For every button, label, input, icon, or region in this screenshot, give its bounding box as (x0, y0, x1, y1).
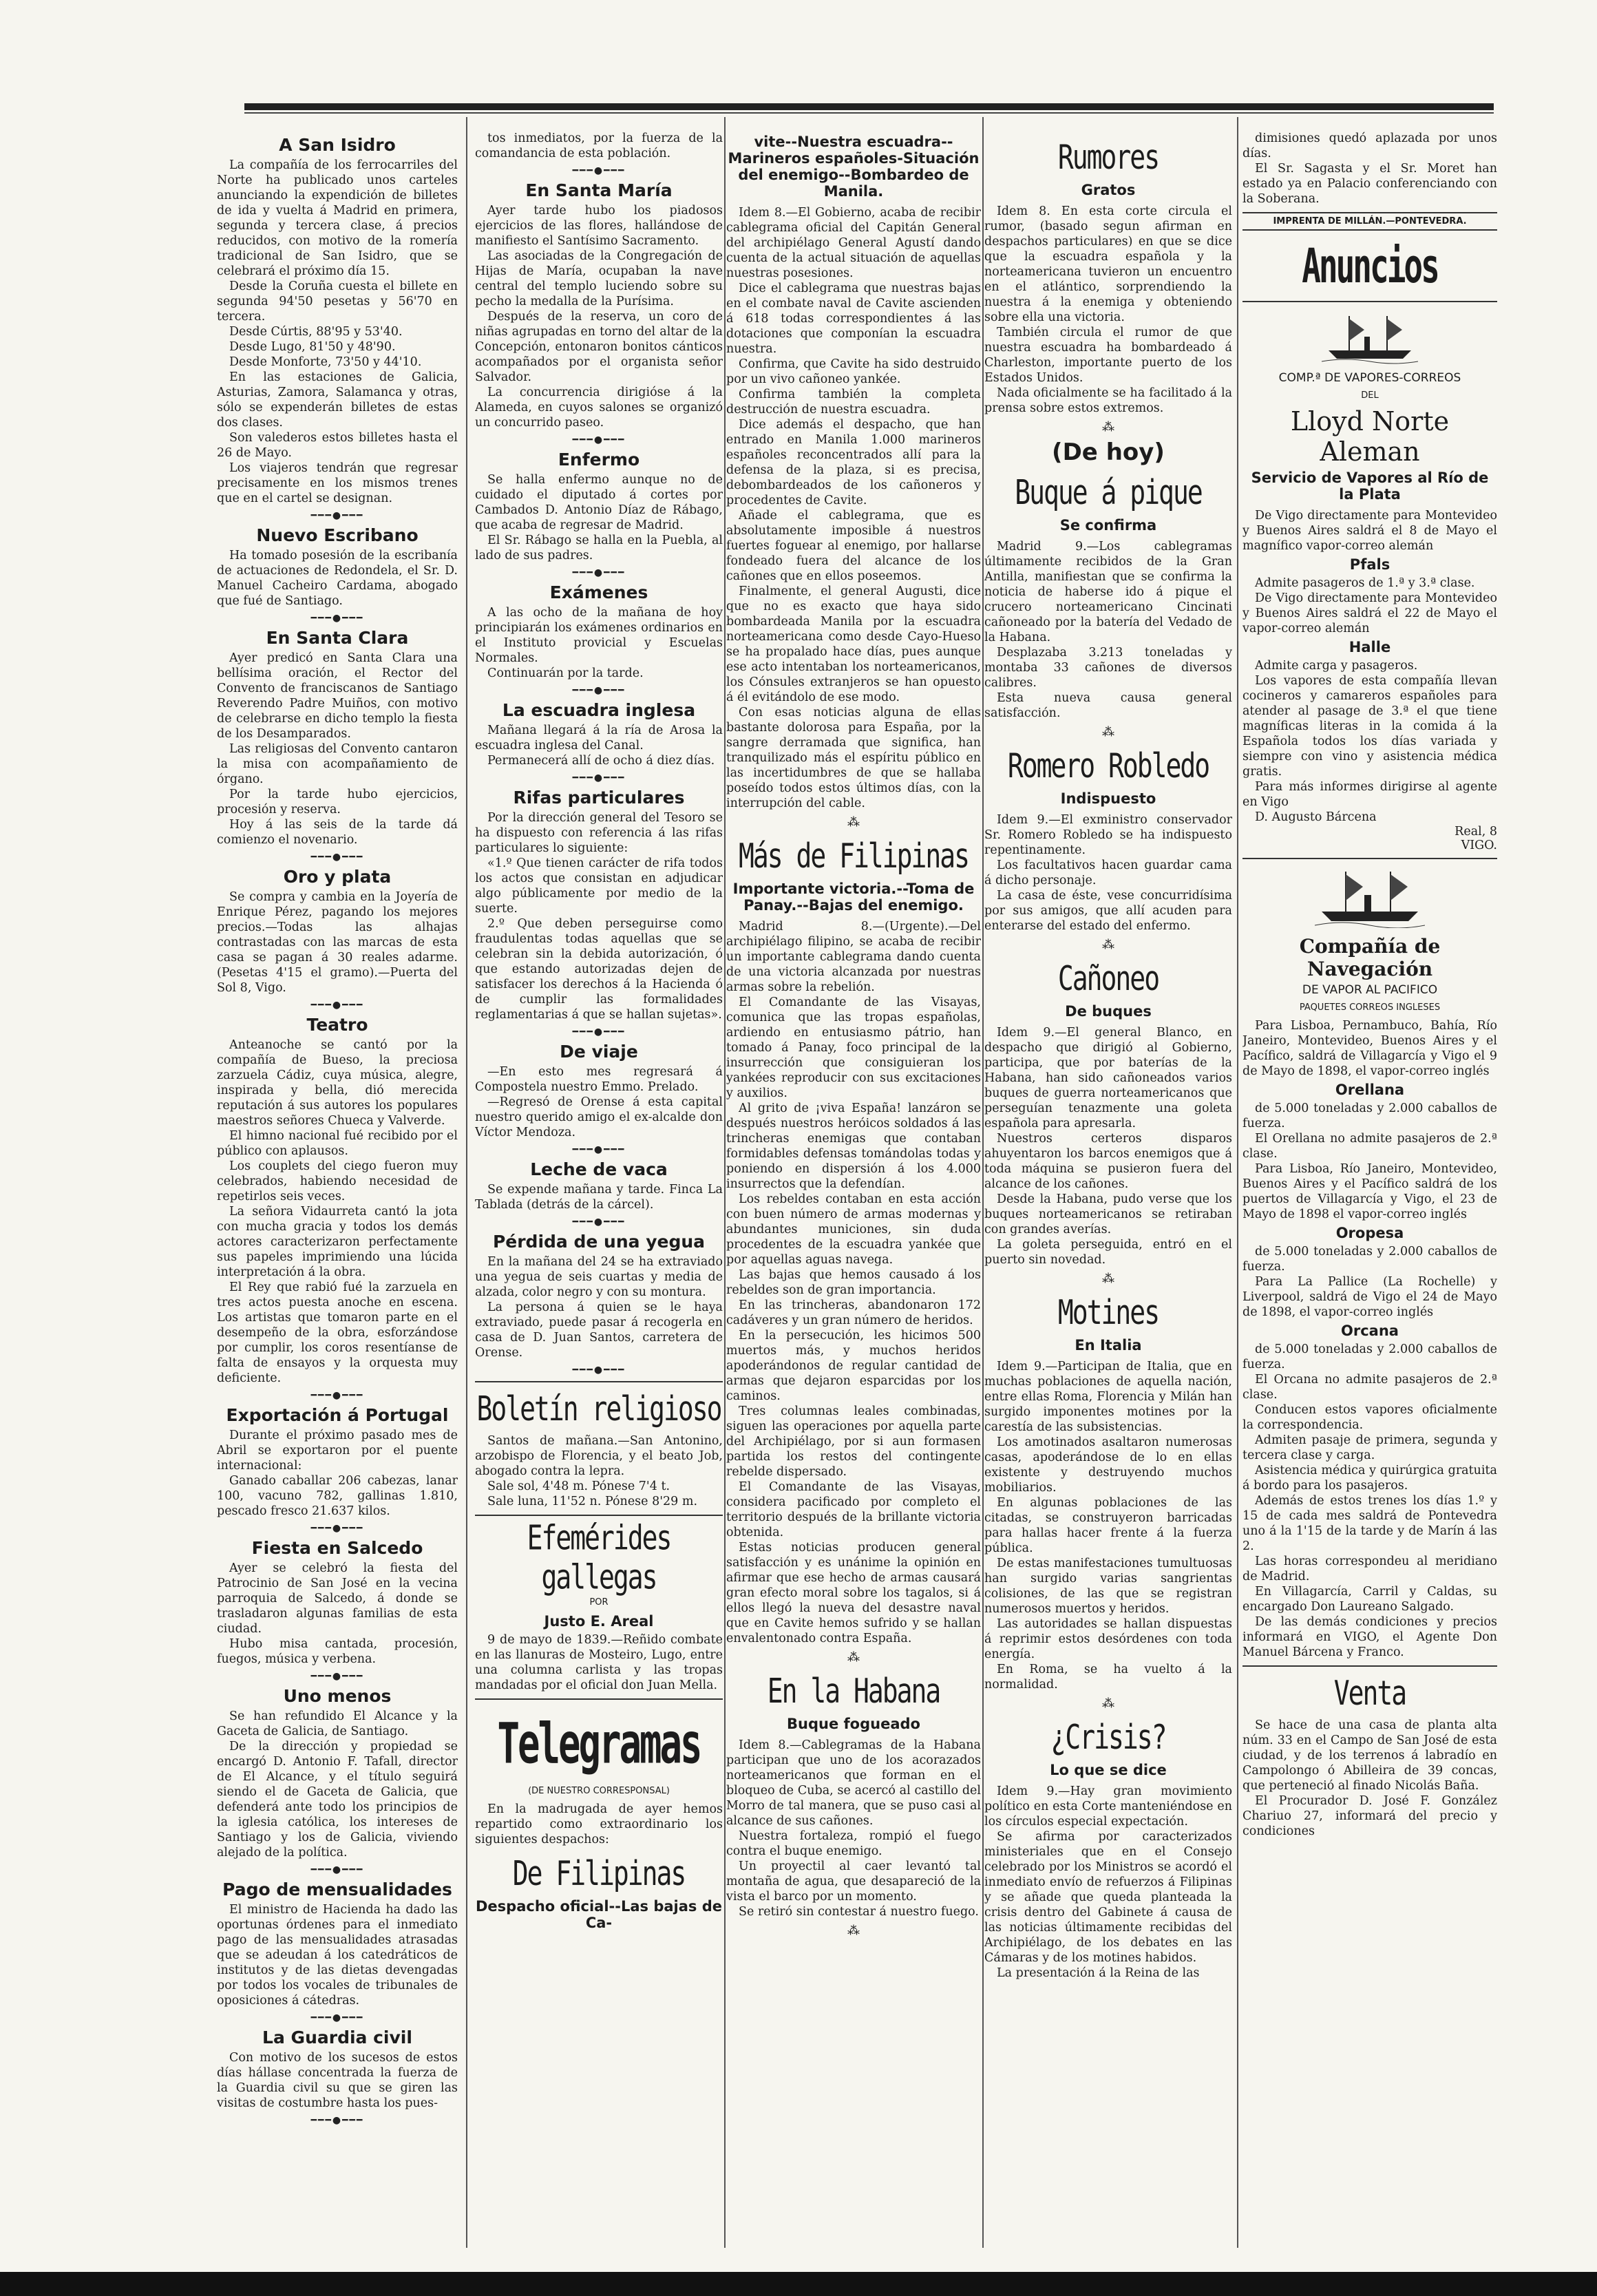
paragraph: Para más informes dirigirse al agente en Vigo (1242, 780, 1497, 809)
paragraph: El Rey que rabió fué la zarzuela en tres actos puesta anoche en escena. Los artistas que tomaron parte en el desempeño de la obra, esforzándose por cumplir, los coros resentíanse de falta de ensayos y la orquesta muy deficiente. (217, 1281, 458, 1385)
paragraph: También circula el rumor de que nuestra escuadra ha bombardeado á Charleston, importante puerto de los Estados Unidos. (984, 326, 1232, 385)
paragraph: Dice el cablegrama que nuestras bajas en el combate naval de Cavite ascienden á 618 todas correspondientes á las dotaciones que componían la escuadra nuestra. (726, 282, 981, 356)
paragraph: Madrid 9.—Los cablegramas últimamente recibidos de la Gran Antilla, manifiestan que se confirma la noticia de haberse ido á pique el crucero norteamericano Cincinati cañoneado por la batería del Vedado de la Habana. (984, 540, 1232, 644)
paragraph: Las horas correspondeu al meridiano de Madrid. (1242, 1555, 1497, 1583)
paragraph: Finalmente, el general Augusti, dice que no es exacto que haya sido bombardeada Manila por la escuadra norteamericana como desde Cayo-Hueso se ha propalado hace días, pues aunque ese acto intentaban los norteamericanos, los Cónsules extranjeros se han opuesto á él evitándolo de ese modo. (726, 584, 981, 704)
ornament-divider: ━━━●━━━ (572, 685, 626, 696)
paragraph: —Regresó de Orense á esta capital nuestro querido amigo el ex-alcalde don Víctor Mendoza. (475, 1095, 723, 1139)
paragraph: Los vapores de esta compañía llevan cocineros y camareros españoles para atender al pasage de 3.ª el que tiene magníficas literas in la comida á la Española todos los días variada y siempre con vino y asistencia médica gratis. (1242, 674, 1497, 779)
ornament-divider: ━━━●━━━ (310, 2012, 364, 2023)
halle-ship: Halle (1349, 639, 1391, 655)
paragraph: Ha tomado posesión de la escribanía de actuaciones de Redondela, el Sr. D. Manuel Cacheiro Cardama, abogado que fué de Santiago. (217, 549, 458, 608)
paragraph: El himno nacional fué recibido por el público con aplausos. (217, 1129, 458, 1158)
paragraph: El Procurador D. José F. González Chariuo 27, informará del precio y condiciones (1242, 1794, 1497, 1838)
paragraph: Se retiró sin contestar á nuestro fuego. (739, 1905, 979, 1919)
paragraph: Idem 8. En esta corte circula el rumor, (basado segun afirman en despachos particulares) en que se dice que la escuadra española y la norteamericana tuvieron un encuentro en el atlántico, sorprendiendo la nuestra á la enemiga y obteniendo sobre ella una victoria. (984, 204, 1232, 324)
paragraph: Madrid 8.—(Urgente).—Del archipiélago filipino, se acaba de recibir un importante cablegrama dando cuenta de una victoria alcanzada por nuestras armas sobre la rebelión. (726, 920, 981, 994)
paragraph: de 5.000 toneladas y 2.000 caballos de fuerza. (1242, 1102, 1497, 1130)
article-body (217, 1428, 458, 1519)
article-body (217, 1561, 458, 1667)
pfals-ship: Pfals (1349, 556, 1390, 573)
paragraph: Las asociadas de la Congregación de Hijas de María, ocupaban la nave central del templo luciendo sobre su pecho la medalla de la Purísima. (475, 249, 723, 308)
column-advertisements (1242, 131, 1497, 2251)
top-border-rule (244, 103, 1494, 110)
section-stars: ⁂ (1102, 1272, 1114, 1286)
paragraph: La persona á quien se le haya extraviado, puede pasar á recogerla en casa de D. Juan Santos, carretera de Orense. (475, 1300, 723, 1360)
top-thin-rule (244, 112, 1494, 114)
paragraph: La señora Vidaurreta cantó la jota con mucha gracia y todos los demás actores caracterizaron perfectamente sus papeles imprimiendo una lúcida interpretación á la obra. (217, 1205, 458, 1279)
ornament-divider: ━━━●━━━ (572, 1026, 626, 1038)
rumores-subtitle: Gratos (1081, 182, 1136, 198)
paragraph: Desplazaba 3.213 toneladas y montaba 33 cañones de diversos calibres. (984, 646, 1232, 690)
crisis-subtitle: Lo que se dice (1050, 1762, 1167, 1778)
rumores-title: Rumores (1057, 137, 1159, 177)
column-telegrams-2 (984, 131, 1232, 2251)
section-heading: La Guardia civil (262, 2028, 412, 2047)
paragraph: Añade el cablegrama, que es absolutamente imposible á nuestros fuertes foguear al enemigo, por hallarse fondeado fuera del alcance de los cañones que en ellos poseemos. (726, 509, 981, 583)
ornament-divider: ━━━●━━━ (310, 1864, 364, 1875)
paragraph: La compañía de los ferrocarriles del Norte ha publicado unos carteles anunciando la expendición de billetes de ida y vuelta á Madrid en primera, segunda y tercera clase, á precios reducidos, con motivo de la romería tradicional de San Isidro, que se celebrará el próximo día 15. (217, 158, 458, 278)
section-heading: Pérdida de una yegua (492, 1232, 706, 1252)
article-body (475, 1254, 723, 1360)
article-body (475, 810, 723, 1022)
paragraph: Estas noticias producen general satisfacción y es unánime la opinión en afirmar que ese hecho de armas causará gran efecto moral sobre los tagalos, si á ellos llegó la nueva del desastre naval que en Cavite hemos sufrido y se hallan envalentonado contra España. (726, 1541, 981, 1645)
paragraph: Ganado caballar 206 cabezas, lanar 100, vacuno 782, gallinas 1.810, pescado fresco 21.637 kilos. (217, 1474, 458, 1518)
section-heading: Teatro (306, 1015, 368, 1035)
ornament-divider: ━━━●━━━ (572, 567, 626, 578)
paragraph: Para Lisboa, Pernambuco, Bahía, Río Janeiro, Montevideo, Buenos Aires y el Pacífico, saldrá de Villagarcía y Vigo el 9 de Mayo de 1898, el vapor-correo inglés (1242, 1019, 1497, 1078)
paragraph: El Sr. Rábago se halla en la Puebla, al lado de sus padres. (475, 534, 723, 562)
column-local-news-2 (475, 131, 723, 2251)
paragraph: El Comandante de las Visayas, comunica que las tropas españolas, ardiendo en entusiasmo pátrio, han tomado á Panay, foco principal de la insurrección que consiguieran los yankées reproducir con sus excitaciones y auxilios. (726, 996, 981, 1100)
paragraph: Con esas noticias alguna de ellas bastante dolorosa para España, por la sangre derramada que significa, han tranquilizado más el espíritu público en las incertidumbres de que se hallaba poseído todos estos últimos días, con la interrupción del cable. (726, 706, 981, 810)
article-body (217, 548, 458, 609)
paragraph: Dice además el despacho, que han entrado en Manila 1.000 marineros españoles reconcentrados allí para la defensa de la plaza, si es precisa, debombardeados de los cañoneros y procedentes de Cavite. (726, 418, 981, 507)
paragraph: Permanecerá allí de ocho á diez días. (487, 754, 715, 768)
paragraph: «1.º Que tienen carácter de rifa todos los actos que consistan en adjudicar algo públicamente por medio de la suerte. (475, 856, 723, 916)
column-rule (724, 117, 726, 2248)
paragraph: De la dirección y propiedad se encargó D. Antonio F. Tafall, director de El Alcance, y el título seguirá siendo el de Gaceta de Galicia, que defenderá ante todo los principios de la iglesia católica, los intereses de Santiago y los de Galicia, viviendo alejado de la política. (217, 1740, 458, 1860)
paragraph: Anteanoche se cantó por la compañía de Bueso, la preciosa zarzuela Cádiz, cuya música, alegre, inspirada y bella, dió merecida reputación á sus autores los populares maestros señores Chueca y Valverde. (217, 1038, 458, 1128)
oropesa-ship: Oropesa (1335, 1225, 1404, 1241)
paragraph: Asistencia médica y quirúrgica gratuita á bordo para los pasajeros. (1242, 1464, 1497, 1493)
paragraph: En Villagarcía, Carril y Caldas, su encargado Don Laureano Salgado. (1242, 1585, 1497, 1614)
paragraph: En la mañana del 24 se ha extraviado una yegua de seis cuartas y media de alzada, color negro y con su montura. (475, 1255, 723, 1299)
steamship-icon (1315, 866, 1425, 928)
column-local-news-1 (217, 131, 458, 2251)
paragraph: Admiten pasaje de primera, segunda y tercera clase y carga. (1242, 1433, 1497, 1462)
paragraph: Para La Pallice (La Rochelle) y Liverpool, saldrá de Vigo el 24 de Mayo de 1898, el vapor-correo inglés (1242, 1275, 1497, 1319)
agent-address: Real, 8 (1455, 825, 1497, 839)
section-stars: ⁂ (1102, 725, 1114, 739)
article-body (475, 472, 723, 563)
section-heading: La escuadra inglesa (502, 700, 696, 720)
paragraph: De las demás condiciones y precios informará en VIGO, el Agente Don Manuel Bárcena y Franco. (1242, 1615, 1497, 1659)
paragraph: Los facultativos hacen guardar cama á dicho personaje. (984, 859, 1232, 887)
paragraph: Además de estos trenes los días 1.º y 15 de cada mes saldrá de Pontevedra uno á la 1'15 de la tarde y de Marín á las 2. (1242, 1494, 1497, 1553)
mas-filipinas-title: Más de Filipinas (738, 836, 969, 876)
ornament-divider: ━━━●━━━ (572, 1217, 626, 1228)
ornament-divider: ━━━●━━━ (310, 1671, 364, 1682)
ornament-divider: ━━━●━━━ (572, 434, 626, 445)
buque-pique-subtitle: Se confirma (1059, 517, 1157, 534)
section-divider (1242, 301, 1497, 302)
habana-subtitle: Buque fogueado (787, 1716, 920, 1732)
paragraph: De estas manifestaciones tumultuosas han surgido varias sangrientas colisiones, de las que se registran numerosos muertos y heridos. (984, 1557, 1232, 1616)
paragraph: El Comandante de las Visayas, considera pacificado por completo el territorio después de la brillante victoria obtenida. (726, 1480, 981, 1539)
ornament-divider: ━━━●━━━ (310, 510, 364, 521)
section-heading: Oro y plata (283, 867, 392, 887)
ornament-divider: ━━━●━━━ (310, 1390, 364, 1401)
section-heading: Rifas particulares (513, 788, 685, 808)
paragraph: Las autoridades se hallan dispuestas á reprimir estos desórdenes con toda energía. (984, 1617, 1232, 1661)
paragraph: Con motivo de los sucesos de estos días hállase concentrada la fuerza de la Guardia civil su que se giren las visitas de costumbre hasta los pues- (217, 2051, 458, 2110)
paragraph: El ministro de Hacienda ha dado las oportunas órdenes para el inmediato pago de las mensualidades atrasadas que se adeudan á los catedráticos de institutos y de las dietas devengadas por todos los vocales de tribunales de oposiciones á cátedras. (217, 1903, 458, 2008)
article-body (475, 1064, 723, 1140)
anuncios-title: Anuncios (1302, 238, 1438, 294)
paragraph: Ayer predicó en Santa Clara una bellísima oración, el Rector del Convento de franciscanos de Santiago Reverendo Padre Muiños, con motivo de celebrarse en dicho templo la fiesta de los Desamparados. (217, 651, 458, 741)
paragraph: Se expende mañana y tarde. Finca La Tablada (detrás de la cárcel). (475, 1183, 723, 1212)
section-stars: ⁂ (847, 1924, 860, 1938)
paragraph: En las estaciones de Galicia, Asturias, Zamora, Salamanca y otras, sólo se expenderán billetes de estas dos clases. (217, 370, 458, 430)
paragraph: Continuarán por la tarde. (487, 666, 644, 680)
efemerides-title: Efemérides gallegas (527, 1517, 671, 1597)
article-body (217, 1902, 458, 2008)
paragraph: Al grito de ¡viva España! lanzáron se después nuestros heróicos soldados á las trincheras enemigas que contaban formidables defensas tomándolas todas y poniendo en dispersión á los 4.000 insurrectos que la defendían. (726, 1102, 981, 1191)
paragraph: Son valederos estos billetes hasta el 26 de Mayo. (217, 431, 458, 460)
paragraph: Durante el próximo pasado mes de Abril se exportaron por el puente internacional: (217, 1429, 458, 1473)
paragraph: A las ocho de la mañana de hoy principiarán los exámenes ordinarios en el Instituto provicial y Escuelas Normales. (475, 606, 723, 665)
section-divider (475, 1515, 723, 1516)
ornament-divider: ━━━●━━━ (572, 1365, 626, 1376)
paragraph: Confirma, que Cavite ha sido destruido por un vivo cañoneo yankée. (726, 357, 981, 386)
paragraph: En la persecución, les hicimos 500 muertos más, y muchos heridos apoderándonos de regular cantidad de armas que dejaron esparcidas por los caminos. (726, 1329, 981, 1403)
paragraph: Confirma también la completa destrucción de nuestra escuadra. (726, 388, 981, 417)
paragraph: Esta nueva causa general satisfacción. (984, 691, 1232, 720)
steamship-icon (1322, 309, 1418, 364)
paragraph: El Orellana no admite pasajeros de 2.ª clase. (1242, 1132, 1497, 1161)
paragraph: Santos de mañana.—San Antonino, arzobispo de Florencia, y el beato Job, abogado contra la lepra. (475, 1434, 723, 1478)
paragraph: Sale luna, 11'52 n. Pónese 8'29 m. (487, 1495, 698, 1508)
agent-city: VIGO. (1461, 839, 1497, 852)
paragraph: Mañana llegará á la ría de Arosa la escuadra inglesa del Canal. (475, 724, 723, 752)
paragraph: 2.º Que deben perseguirse como fraudulentas todas aquellas que se celebran sin la debida autorización, ó que estando autorizadas dejen de satisfacer los derechos á la Hacienda ó de cumplir las formalidades reglamentarias á que se hallan sujetas». (475, 917, 723, 1022)
paragraph: Para Lisboa, Río Janeiro, Montevideo, Buenos Aires y el Pacífico saldrá de los puertos de Villagarcía y Vigo, el 23 de Mayo de 1898 el vapor-correo inglés (1242, 1162, 1497, 1221)
paragraph: Desde la Habana, pudo verse que los buques norteamericanos se retiraban con grandes averías. (984, 1192, 1232, 1236)
ornament-divider: ━━━●━━━ (572, 772, 626, 783)
paragraph: Por la tarde hubo ejercicios, procesión y reserva. (217, 788, 458, 817)
paragraph: En Roma, se ha vuelto á la normalidad. (984, 1663, 1232, 1692)
ornament-divider: ━━━●━━━ (572, 165, 626, 176)
compania-line: COMP.ª DE VAPORES-CORREOS (1278, 371, 1461, 385)
column-rule (466, 117, 467, 2248)
paragraph: Idem 8.—Cablegramas de la Habana participan que uno de los acorazados norteamericanos que forman en el bloqueo de Cuba, se acercó al castillo del Morro de tal manera, que se puso casi al alcance de sus cañones. (726, 1738, 981, 1828)
paragraph: dimisiones quedó aplazada por unos días. (1242, 131, 1497, 160)
paragraph: Se afirma por caracterizados ministeriales que en el Consejo celebrado por los Ministros se acordó el inmediato envío de refuerzos á Filipinas y se añade que queda planteada la crisis dentro del Gabinete á causa de las noticias últimamente recibidas del Archipiélago, de los debates en las Cámaras y de los motines habidos. (984, 1830, 1232, 1965)
paragraph: Desde la Coruña cuesta el billete en segunda 94'50 pesetas y 56'70 en tercera. (217, 280, 458, 324)
section-stars: ⁂ (847, 1650, 860, 1665)
paragraph: Tres columnas leales combinadas, siguen las operaciones por aquella parte del Archipiélago, por si aun formasen partida los restos del contingente rebelde dispersado. (726, 1404, 981, 1479)
paragraph: Hoy á las seis de la tarde dá comienzo el novenario. (217, 818, 458, 847)
crisis-title: ¿Crisis? (1050, 1717, 1166, 1757)
paragraph: Los viajeros tendrán que regresar precisamente en los mismos trenes que en el cartel se designan. (217, 461, 458, 505)
paragraph: La goleta perseguida, entró en el puerto sin novedad. (984, 1238, 1232, 1267)
telegramas-title: Telegramas (497, 1711, 701, 1776)
section-heading: A San Isidro (279, 135, 396, 155)
paragraph: D. Augusto Bárcena (1255, 810, 1377, 824)
ornament-divider: ━━━●━━━ (310, 613, 364, 624)
article-body (217, 1038, 458, 1386)
paragraph: Se hace de una casa de planta alta núm. 33 en el Campo de San José de esta ciudad, y de los terrenos á labradío en Campolongo ó Abilleira de 39 concas, que perteneció al finado Nicolás Baña. (1242, 1718, 1497, 1793)
section-divider (475, 1381, 723, 1382)
section-heading: Exámenes (549, 582, 648, 602)
canoneo-title: Cañoneo (1057, 958, 1159, 998)
paragraph: Por la dirección general del Tesoro se ha dispuesto con referencia á las rifas particulares lo siguiente: (475, 811, 723, 855)
paragraph: Ayer tarde hubo los piadosos ejercicios de las flores, hallándose de manifiesto el Santísimo Sacramento. (475, 204, 723, 248)
paragraph: Los rebeldes contaban en esta acción con buen número de armas modernas y abundantes municiones, sin duda procedentes de la escuadra yankée que por aquellas aguas navega. (726, 1192, 981, 1267)
paragraph: de 5.000 toneladas y 2.000 caballos de fuerza. (1242, 1245, 1497, 1274)
imprint-line: IMPRENTA DE MILLÁN.—PONTEVEDRA. (1242, 212, 1497, 231)
ornament-divider: ━━━●━━━ (310, 1000, 364, 1011)
paragraph: Se halla enfermo aunque no de cuidado el diputado á cortes por Cambados D. Antonio Díaz de Rábago, que acaba de regresar de Madrid. (475, 473, 723, 532)
despacho-heading: Despacho oficial--Las bajas de Ca- (476, 1898, 722, 1931)
column-rule (982, 117, 984, 2248)
section-heading: Leche de vaca (530, 1159, 668, 1179)
paragraph: La casa de éste, vese concurridísima por sus amigos, que allí acuden para enterarse del estado del enfermo. (984, 889, 1232, 933)
efemerides-author: Justo E. Areal (544, 1613, 654, 1630)
paragraph: Hubo misa cantada, procesión, fuegos, música y verbena. (217, 1637, 458, 1666)
paragraph: Sale sol, 4'48 m. Pónese 7'4 t. (487, 1479, 670, 1493)
paragraph: En las trincheras, abandonaron 172 cadáveres y un gran número de heridos. (726, 1298, 981, 1327)
venta-title: Venta (1333, 1673, 1406, 1713)
paragraph: Se han refundido El Alcance y la Gaceta de Galicia, de Santiago. (217, 1709, 458, 1738)
filipinas-heading: De Filipinas (512, 1853, 686, 1893)
ornament-divider: ━━━●━━━ (310, 1523, 364, 1534)
vapor-pacifico-line: DE VAPOR AL PACIFICO (1302, 983, 1438, 997)
romero-subtitle: Indispuesto (1060, 790, 1156, 807)
paragraph: Admite pasageros de 1.ª y 3.ª clase. (1255, 576, 1475, 590)
paragraph: Desde Monforte, 73'50 y 44'10. (229, 355, 422, 369)
ornament-divider: ━━━●━━━ (572, 1144, 626, 1155)
servicio-heading: Servicio de Vapores al Río de la Plata (1251, 470, 1489, 503)
section-heading: Enfermo (558, 450, 640, 470)
section-divider (1242, 858, 1497, 859)
habana-title: En la Habana (767, 1671, 940, 1711)
article-body (217, 651, 458, 847)
article-body (475, 605, 723, 681)
ornament-divider: ━━━●━━━ (310, 2115, 364, 2126)
paragraph: de 5.000 toneladas y 2.000 caballos de fuerza. (1242, 1342, 1497, 1371)
paragraph: Nuestra fortaleza, rompió el fuego contra el buque enemigo. (726, 1829, 981, 1858)
paragraph: Los couplets del ciego fueron muy celebrados, habiendo necesidad de repetirlos seis veces. (217, 1159, 458, 1203)
section-heading: Exportación á Portugal (226, 1405, 449, 1425)
bottom-border-bar (0, 2272, 1597, 2296)
paragraph: Idem 9.—Hay gran movimiento político en esta Corte manteniéndose en los círculos especial expectación. (984, 1784, 1232, 1829)
paragraph: Admite carga y pasageros. (1255, 659, 1418, 673)
paragraph: El Orcana no admite pasajeros de 2.ª clase. (1242, 1373, 1497, 1402)
paragraph: Idem 9.—El general Blanco, en despacho que dirigió al Gobierno, participa, que por baterías de la Habana, han sido cañoneados varios buques de guerra norteamericanos que perseguían tenazmente una goleta española para apresarla. (984, 1026, 1232, 1130)
paragraph: Desde Cúrtis, 88'95 y 53'40. (229, 325, 403, 339)
paragraph: Desde Lugo, 81'50 y 48'90. (229, 340, 396, 354)
section-stars: ⁂ (1102, 938, 1114, 952)
motines-subtitle: En Italia (1075, 1337, 1142, 1354)
paragraph: Las religiosas del Convento cantaron la misa con acompañamiento de órgano. (217, 742, 458, 786)
section-stars: ⁂ (847, 815, 860, 830)
article-body (217, 889, 458, 996)
section-heading: En Santa María (525, 180, 673, 200)
section-heading: De viaje (560, 1042, 638, 1062)
paragraph: Se compra y cambia en la Joyería de Enrique Pérez, pagando los mejores precios.—Todas las alhajas contrastadas con las marcas de esta casa se pagan á 30 reales adarme. (Pesetas 4'15 el gramo).—Puerta del Sol 8, Vigo. (217, 890, 458, 995)
section-stars: ⁂ (1102, 1696, 1114, 1711)
paragraph: Los amotinados asaltaron numerosas casas, apoderándose de lo en ellas existente y destruyendo muchos mobiliarios. (984, 1435, 1232, 1495)
article-body (475, 203, 723, 430)
paragraph: Idem 8.—El Gobierno, acaba de recibir cablegrama oficial del Capitán General del archipiélago General Agustí dando cuenta de la actual situación de aquellas nuestras posesiones. (726, 206, 981, 280)
paragraph: De Vigo directamente para Montevideo y Buenos Aires saldrá el 22 de Mayo el vapor-correo alemán (1242, 591, 1497, 635)
canoneo-subtitle: De buques (1065, 1003, 1152, 1020)
paragraph: En algunas poblaciones de las citadas, se construyeron barricadas para hallas hacer frente á la fuerza pública. (984, 1496, 1232, 1555)
paragraph: En la madrugada de ayer hemos repartido como extraordinario los siguientes despachos: (475, 1802, 723, 1846)
article-body (217, 2050, 458, 2111)
section-heading: Fiesta en Salcedo (251, 1538, 423, 1558)
telegramas-subtitle: (DE NUESTRO CORRESPONSAL) (528, 1786, 670, 1796)
section-divider (1242, 1665, 1497, 1667)
article-body (475, 1182, 723, 1212)
paragraph: Nuestros certeros disparos ahuyentaron los barcos enemigos que á toda máquina se pusieron fuera del alcance de los cañones. (984, 1132, 1232, 1191)
paragraph: De Vigo directamente para Montevideo y Buenos Aires saldrá el 8 de Mayo el magnífico vapor-correo alemán (1242, 509, 1497, 553)
section-heading: Uno menos (283, 1686, 392, 1706)
section-heading: Nuevo Escribano (256, 525, 419, 545)
paragraph: Conducen estos vapores oficialmente la correspondencia. (1242, 1403, 1497, 1432)
article-body (475, 131, 723, 161)
article-body (475, 723, 723, 768)
article-body (217, 1709, 458, 1860)
paragraph: 9 de mayo de 1839.—Reñido combate en las llanuras de Mosteiro, Lugo, entre una columna carlista y las tropas mandadas por el oficial don Juan Mella. (475, 1633, 723, 1692)
paragraph: Ayer se celebró la fiesta del Patrocinio de San José en la vecina parroquia de Salcedo, á donde se trasladaron algunas familias de esta ciudad. (217, 1561, 458, 1636)
column-rule (1237, 117, 1238, 2248)
boletin-title: Boletín religioso (476, 1389, 721, 1429)
paragraph: Idem 9.—Participan de Italia, que en muchas poblaciones de aquella nación, entre ellas Roma, Florencia y Milán han surgido imponentes motines por la carestía de las subsistencias. (984, 1360, 1232, 1434)
del-line: DEL (1361, 390, 1379, 401)
section-heading: En Santa Clara (266, 628, 409, 648)
paragraph: La presentación á la Reina de las (997, 1966, 1200, 1980)
paragraph: Un proyectil al caer levantó tal montaña de agua, que desapareció de la vista el barco por un momento. (726, 1860, 981, 1904)
ornament-divider: ━━━●━━━ (310, 852, 364, 863)
paragraph: Idem 9.—El exministro conservador Sr. Romero Robledo se ha indispuesto repentinamente. (984, 813, 1232, 857)
section-stars: ⁂ (1102, 420, 1114, 434)
cavite-heading: vite--Nuestra escuadra--Marineros españoles-Situación del enemigo--Bombardeo de Manila. (728, 134, 980, 200)
paragraph: —En esto mes regresará á Compostela nuestro Emmo. Prelado. (475, 1065, 723, 1094)
paragraph: Después de la reserva, un coro de niñas agrupadas en torno del altar de la Concepción, entonaron bonitos cánticos acompañados por el organista señor Salvador. (475, 310, 723, 384)
section-heading: Pago de mensualidades (222, 1879, 452, 1899)
article-body (217, 158, 458, 506)
paragraph: tos inmediatos, por la fuerza de la comandancia de esta población. (475, 131, 723, 160)
compania-navegacion-title: Compañía de Navegación (1299, 935, 1441, 980)
orcana-ship: Orcana (1341, 1323, 1399, 1339)
orellana-ship: Orellana (1335, 1082, 1405, 1098)
buque-pique-title: Buque á pique (1015, 472, 1202, 512)
paragraph: Las bajas que hemos causado á los rebeldes son de gran importancia. (726, 1268, 981, 1297)
paragraph: La concurrencia dirigióse á la Alameda, en cuyos salones se organizó un concurrido paseo. (475, 386, 723, 430)
de-hoy-heading: (De hoy) (1052, 439, 1165, 466)
motines-title: Motines (1057, 1292, 1159, 1332)
paragraph: El Sr. Sagasta y el Sr. Moret han estado ya en Palacio conferenciando con la Soberana. (1242, 162, 1497, 206)
paquetes-line: PAQUETES CORREOS INGLESES (1299, 1002, 1441, 1013)
paragraph: Nada oficialmente se ha facilitado á la prensa sobre estos extremos. (984, 386, 1232, 415)
mas-filipinas-subtitle: Importante victoria.--Toma de Panay.--Bajas del enemigo. (732, 881, 975, 914)
section-divider (475, 1698, 723, 1700)
lloyd-title: Lloyd Norte Aleman (1290, 406, 1450, 467)
romero-title: Romero Robledo (1007, 746, 1209, 786)
efemerides-por: POR (589, 1597, 609, 1608)
column-telegrams (726, 131, 981, 2251)
